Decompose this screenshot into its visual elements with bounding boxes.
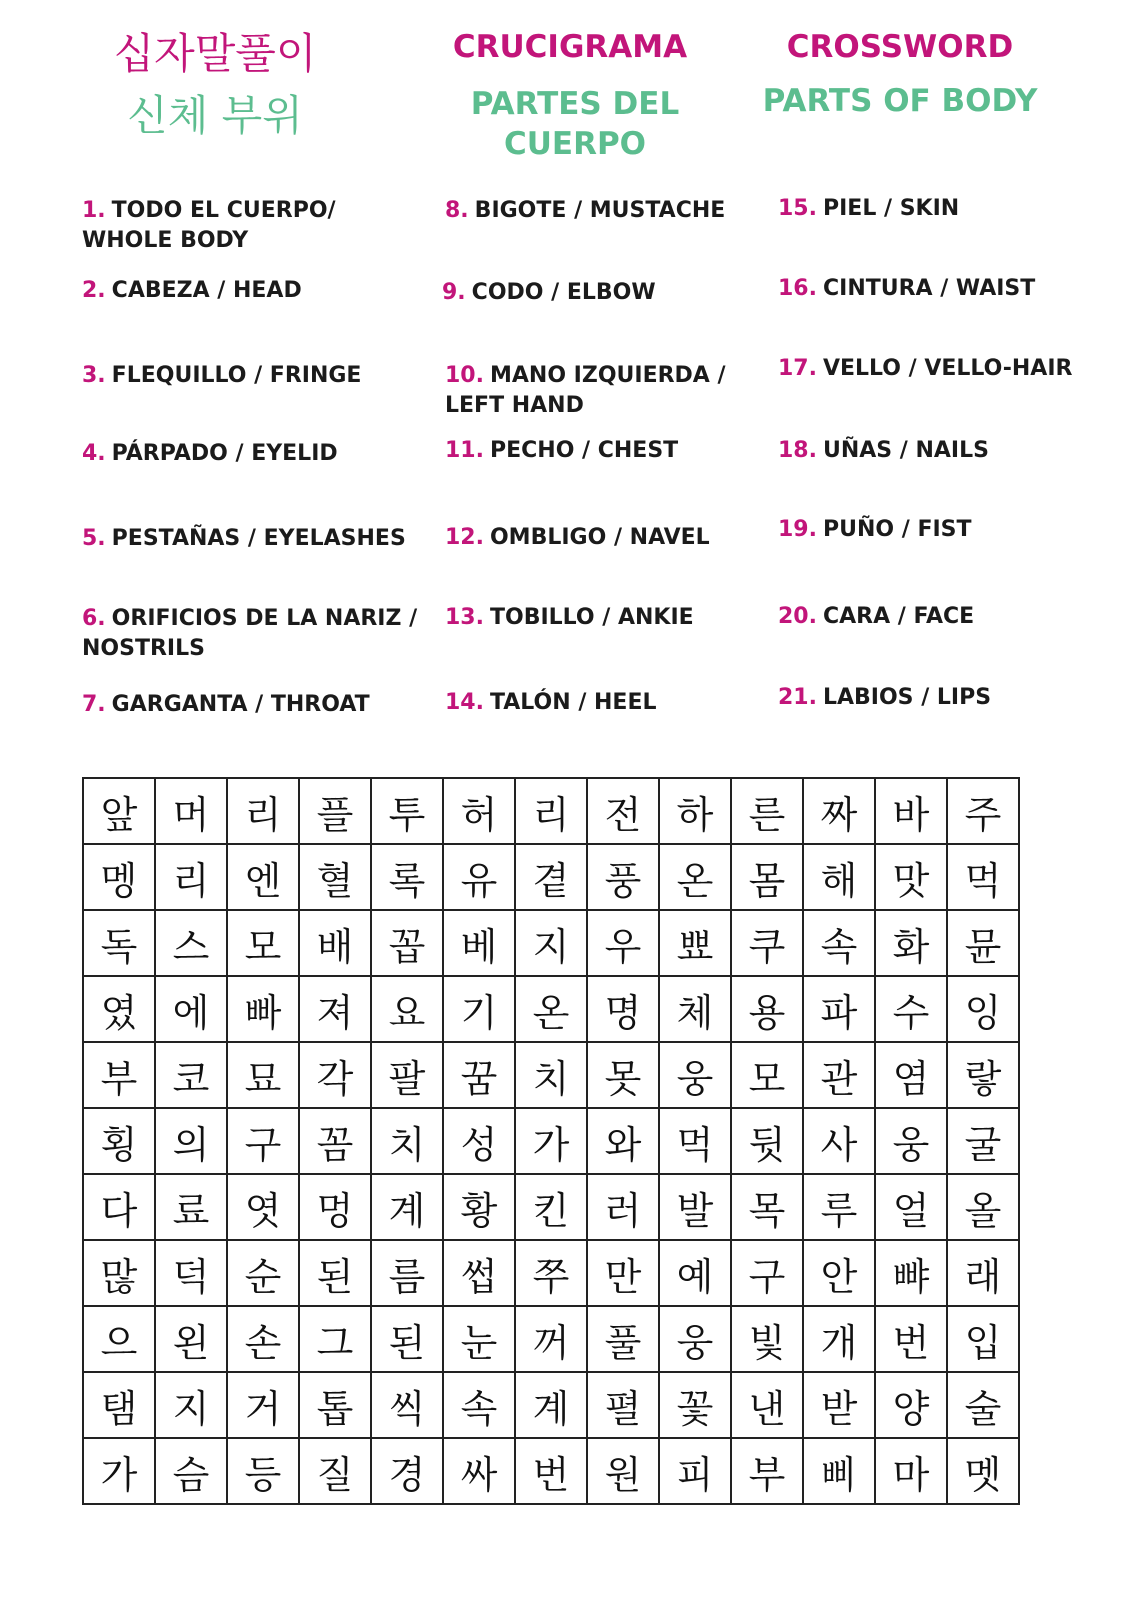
grid-cell[interactable]: 빛 <box>731 1306 803 1372</box>
spanish-subtitle-line2: CUERPO <box>503 126 647 162</box>
clue-number: 16. <box>778 276 817 301</box>
grid-cell[interactable]: 배 <box>299 910 371 976</box>
grid-cell[interactable]: 록 <box>371 844 443 910</box>
grid-cell[interactable]: 개 <box>803 1306 875 1372</box>
grid-cell[interactable]: 부 <box>83 1042 155 1108</box>
grid-cell[interactable]: 모 <box>731 1042 803 1108</box>
grid-cell[interactable]: 못 <box>587 1042 659 1108</box>
clue-15 <box>778 194 959 224</box>
grid-cell[interactable]: 번 <box>875 1306 947 1372</box>
grid-cell[interactable]: 치 <box>371 1108 443 1174</box>
grid-cell[interactable]: 예 <box>659 1240 731 1306</box>
grid-cell[interactable]: 씩 <box>371 1372 443 1438</box>
clue-number: 3. <box>82 363 106 388</box>
grid-cell[interactable]: 염 <box>875 1042 947 1108</box>
grid-cell[interactable]: 유 <box>443 844 515 910</box>
grid-cell[interactable]: 질 <box>299 1438 371 1504</box>
grid-cell[interactable]: 지 <box>155 1372 227 1438</box>
clue-4 <box>82 439 338 469</box>
grid-cell[interactable]: 구 <box>227 1108 299 1174</box>
clue-3 <box>82 361 361 391</box>
grid-row <box>83 910 1019 976</box>
grid-cell[interactable]: 얼 <box>875 1174 947 1240</box>
clue-16 <box>778 274 1035 304</box>
clue-19 <box>778 515 972 545</box>
grid-cell[interactable]: 그 <box>299 1306 371 1372</box>
grid-cell[interactable]: 료 <box>155 1174 227 1240</box>
grid-cell[interactable]: 름 <box>371 1240 443 1306</box>
grid-row <box>83 1240 1019 1306</box>
clue-text: PUÑO / FIST <box>822 517 972 542</box>
grid-cell[interactable]: 전 <box>587 778 659 844</box>
grid-cell[interactable]: 가 <box>83 1438 155 1504</box>
grid-cell[interactable]: 등 <box>227 1438 299 1504</box>
grid-cell[interactable]: 거 <box>227 1372 299 1438</box>
grid-cell[interactable]: 왼 <box>155 1306 227 1372</box>
grid-cell[interactable]: 루 <box>803 1174 875 1240</box>
grid-cell[interactable]: 톱 <box>299 1372 371 1438</box>
korean-subtitle: 신체 부위 <box>127 91 303 140</box>
clue-text-line2: LEFT HAND <box>445 393 584 418</box>
grid-row <box>83 1042 1019 1108</box>
clue-number: 6. <box>82 606 106 631</box>
grid-cell[interactable]: 횡 <box>83 1108 155 1174</box>
clue-number: 13. <box>445 605 484 630</box>
grid-cell[interactable]: 킨 <box>515 1174 587 1240</box>
grid-cell[interactable]: 구 <box>731 1240 803 1306</box>
word-search-grid <box>82 777 1020 1505</box>
grid-cell[interactable]: 양 <box>875 1372 947 1438</box>
grid-cell[interactable]: 꿈 <box>443 1042 515 1108</box>
grid-cell[interactable]: 뺘 <box>875 1240 947 1306</box>
grid-cell[interactable]: 부 <box>731 1438 803 1504</box>
grid-cell[interactable]: 투 <box>371 778 443 844</box>
clue-text: OMBLIGO / NAVEL <box>489 525 710 550</box>
grid-cell[interactable]: 계 <box>371 1174 443 1240</box>
clue-text: UÑAS / NAILS <box>822 438 989 463</box>
grid-cell[interactable]: 요 <box>371 976 443 1042</box>
grid-cell[interactable]: 빠 <box>227 976 299 1042</box>
grid-cell[interactable]: 속 <box>803 910 875 976</box>
clue-17 <box>778 354 1072 384</box>
grid-row <box>83 1438 1019 1504</box>
grid-cell[interactable]: 묘 <box>227 1042 299 1108</box>
grid-cell[interactable]: 멍 <box>299 1174 371 1240</box>
korean-title: 십자말풀이 <box>113 29 317 78</box>
grid-cell[interactable]: 랗 <box>947 1042 1019 1108</box>
grid-cell[interactable]: 된 <box>299 1240 371 1306</box>
grid-cell[interactable]: 모 <box>227 910 299 976</box>
clue-text: ORIFICIOS DE LA NARIZ / <box>111 606 418 631</box>
grid-cell[interactable]: 으 <box>83 1306 155 1372</box>
grid-cell[interactable]: 에 <box>155 976 227 1042</box>
grid-cell[interactable]: 가 <box>515 1108 587 1174</box>
grid-cell[interactable]: 플 <box>299 778 371 844</box>
grid-row <box>83 1108 1019 1174</box>
grid-cell[interactable]: 풍 <box>587 844 659 910</box>
grid-cell[interactable]: 뮨 <box>947 910 1019 976</box>
grid-cell[interactable]: 펼 <box>587 1372 659 1438</box>
clue-text-line2: NOSTRILS <box>82 636 205 661</box>
grid-cell[interactable]: 리 <box>155 844 227 910</box>
grid-row <box>83 976 1019 1042</box>
grid-row <box>83 1174 1019 1240</box>
clue-number: 11. <box>445 438 484 463</box>
clue-number: 2. <box>82 278 106 303</box>
grid-cell[interactable]: 맛 <box>875 844 947 910</box>
grid-cell[interactable]: 꼼 <box>299 1108 371 1174</box>
clue-number: 9. <box>442 280 466 305</box>
grid-cell[interactable]: 마 <box>875 1438 947 1504</box>
grid-cell[interactable]: 해 <box>803 844 875 910</box>
grid-cell[interactable]: 다 <box>83 1174 155 1240</box>
clue-number: 10. <box>445 363 484 388</box>
grid-cell[interactable]: 목 <box>731 1174 803 1240</box>
grid-cell[interactable]: 계 <box>515 1372 587 1438</box>
clue-text: FLEQUILLO / FRINGE <box>111 363 362 388</box>
grid-cell[interactable]: 수 <box>875 976 947 1042</box>
grid-cell[interactable]: 웅 <box>659 1042 731 1108</box>
grid-cell[interactable]: 싸 <box>443 1438 515 1504</box>
grid-cell[interactable]: 받 <box>803 1372 875 1438</box>
grid-cell[interactable]: 올 <box>947 1174 1019 1240</box>
grid-cell[interactable]: 웅 <box>875 1108 947 1174</box>
grid-cell[interactable]: 순 <box>227 1240 299 1306</box>
grid-cell[interactable]: 썹 <box>443 1240 515 1306</box>
grid-cell[interactable]: 져 <box>299 976 371 1042</box>
grid-cell[interactable]: 독 <box>83 910 155 976</box>
grid-cell[interactable]: 번 <box>515 1438 587 1504</box>
grid-cell[interactable]: 였 <box>83 976 155 1042</box>
grid-cell[interactable]: 먹 <box>947 844 1019 910</box>
clue-21 <box>778 683 991 713</box>
grid-cell[interactable]: 멩 <box>83 844 155 910</box>
clue-text: TALÓN / HEEL <box>489 690 657 715</box>
grid-cell[interactable]: 풀 <box>587 1306 659 1372</box>
grid-cell[interactable]: 주 <box>947 778 1019 844</box>
grid-cell[interactable]: 하 <box>659 778 731 844</box>
grid-cell[interactable]: 쭈 <box>515 1240 587 1306</box>
clue-number: 17. <box>778 356 817 381</box>
grid-cell[interactable]: 온 <box>515 976 587 1042</box>
grid-cell[interactable]: 엔 <box>227 844 299 910</box>
grid-cell[interactable]: 머 <box>155 778 227 844</box>
grid-cell[interactable]: 눈 <box>443 1306 515 1372</box>
grid-cell[interactable]: 뒷 <box>731 1108 803 1174</box>
grid-cell[interactable]: 잉 <box>947 976 1019 1042</box>
clue-number: 7. <box>82 692 106 717</box>
grid-cell[interactable]: 뾰 <box>659 910 731 976</box>
grid-cell[interactable]: 우 <box>587 910 659 976</box>
clue-number: 14. <box>445 690 484 715</box>
grid-cell[interactable]: 낸 <box>731 1372 803 1438</box>
grid-cell[interactable]: 된 <box>371 1306 443 1372</box>
spanish-subtitle <box>420 84 730 164</box>
clue-text: TODO EL CUERPO/ <box>111 198 336 223</box>
grid-cell[interactable]: 지 <box>515 910 587 976</box>
grid-cell[interactable]: 치 <box>515 1042 587 1108</box>
clue-text: PESTAÑAS / EYELASHES <box>111 526 406 551</box>
grid-cell[interactable]: 화 <box>875 910 947 976</box>
grid-cell[interactable]: 명 <box>587 976 659 1042</box>
grid-cell[interactable]: 엿 <box>227 1174 299 1240</box>
clue-8 <box>445 196 725 226</box>
clue-number: 8. <box>445 198 469 223</box>
clue-text: MANO IZQUIERDA / <box>489 363 726 388</box>
grid-cell[interactable]: 꺼 <box>515 1306 587 1372</box>
grid-cell[interactable]: 앞 <box>83 778 155 844</box>
grid-cell[interactable]: 의 <box>155 1108 227 1174</box>
clue-1 <box>82 196 336 256</box>
english-subtitle: PARTS OF BODY <box>762 83 1038 119</box>
grid-cell[interactable]: 곁 <box>515 844 587 910</box>
grid-cell[interactable]: 팔 <box>371 1042 443 1108</box>
clue-text: PECHO / CHEST <box>489 438 679 463</box>
grid-cell[interactable]: 삐 <box>803 1438 875 1504</box>
clue-number: 12. <box>445 525 484 550</box>
grid-cell[interactable]: 몸 <box>731 844 803 910</box>
clue-text: TOBILLO / ANKIE <box>489 605 694 630</box>
grid-cell[interactable]: 사 <box>803 1108 875 1174</box>
grid-cell[interactable]: 성 <box>443 1108 515 1174</box>
clue-12 <box>445 523 710 553</box>
grid-cell[interactable]: 베 <box>443 910 515 976</box>
grid-row <box>83 1306 1019 1372</box>
clue-text: BIGOTE / MUSTACHE <box>474 198 726 223</box>
grid-cell[interactable]: 파 <box>803 976 875 1042</box>
grid-cell[interactable]: 경 <box>371 1438 443 1504</box>
clue-6 <box>82 604 417 664</box>
grid-cell[interactable]: 각 <box>299 1042 371 1108</box>
grid-cell[interactable]: 꼽 <box>371 910 443 976</box>
grid-cell[interactable]: 기 <box>443 976 515 1042</box>
grid-cell[interactable]: 스 <box>155 910 227 976</box>
english-title: CROSSWORD <box>786 29 1014 65</box>
grid-cell[interactable]: 리 <box>515 778 587 844</box>
grid-cell[interactable]: 입 <box>947 1306 1019 1372</box>
grid-cell[interactable]: 많 <box>83 1240 155 1306</box>
clue-18 <box>778 436 989 466</box>
clue-text: VELLO / VELLO-HAIR <box>822 356 1073 381</box>
clue-text: GARGANTA / THROAT <box>111 692 370 717</box>
grid-cell[interactable]: 코 <box>155 1042 227 1108</box>
grid-cell[interactable]: 먹 <box>659 1108 731 1174</box>
grid-cell[interactable]: 탬 <box>83 1372 155 1438</box>
grid-cell[interactable]: 황 <box>443 1174 515 1240</box>
clue-14 <box>445 688 657 718</box>
clue-number: 21. <box>778 685 817 710</box>
grid-cell[interactable]: 관 <box>803 1042 875 1108</box>
clue-number: 15. <box>778 196 817 221</box>
grid-cell[interactable]: 피 <box>659 1438 731 1504</box>
clue-text: CINTURA / WAIST <box>822 276 1036 301</box>
clue-text: LABIOS / LIPS <box>822 685 992 710</box>
clue-number: 1. <box>82 198 106 223</box>
clue-number: 4. <box>82 441 106 466</box>
grid-cell[interactable]: 속 <box>443 1372 515 1438</box>
grid-cell[interactable]: 멧 <box>947 1438 1019 1504</box>
clue-2 <box>82 276 302 306</box>
clue-text: PÁRPADO / EYELID <box>111 441 338 466</box>
grid-cell[interactable]: 래 <box>947 1240 1019 1306</box>
grid-cell[interactable]: 온 <box>659 844 731 910</box>
grid-cell[interactable]: 른 <box>731 778 803 844</box>
grid-cell[interactable]: 안 <box>803 1240 875 1306</box>
grid-cell[interactable]: 발 <box>659 1174 731 1240</box>
clue-text: PIEL / SKIN <box>822 196 960 221</box>
spanish-title: CRUCIGRAMA <box>452 29 688 65</box>
clue-text: CODO / ELBOW <box>471 280 656 305</box>
grid-cell[interactable]: 러 <box>587 1174 659 1240</box>
grid-cell[interactable]: 슴 <box>155 1438 227 1504</box>
clue-9 <box>442 278 656 308</box>
grid-cell[interactable]: 만 <box>587 1240 659 1306</box>
clue-5 <box>82 524 406 554</box>
grid-cell[interactable]: 짜 <box>803 778 875 844</box>
grid-cell[interactable]: 술 <box>947 1372 1019 1438</box>
clue-7 <box>82 690 370 720</box>
grid-cell[interactable]: 와 <box>587 1108 659 1174</box>
spanish-subtitle-line1: PARTES DEL <box>470 86 680 122</box>
clue-number: 18. <box>778 438 817 463</box>
grid-cell[interactable]: 손 <box>227 1306 299 1372</box>
clue-text: CABEZA / HEAD <box>111 278 302 303</box>
grid-cell[interactable]: 웅 <box>659 1306 731 1372</box>
grid-cell[interactable]: 용 <box>731 976 803 1042</box>
grid-cell[interactable]: 리 <box>227 778 299 844</box>
clue-text-line2: WHOLE BODY <box>82 228 249 253</box>
grid-row <box>83 844 1019 910</box>
clue-number: 19. <box>778 517 817 542</box>
clue-11 <box>445 436 678 466</box>
grid-row <box>83 1372 1019 1438</box>
clue-text: CARA / FACE <box>822 604 975 629</box>
grid-row <box>83 778 1019 844</box>
clue-number: 20. <box>778 604 817 629</box>
grid-cell[interactable]: 굴 <box>947 1108 1019 1174</box>
grid-cell[interactable]: 혈 <box>299 844 371 910</box>
grid-cell[interactable]: 체 <box>659 976 731 1042</box>
clue-13 <box>445 603 694 633</box>
grid-cell[interactable]: 허 <box>443 778 515 844</box>
grid-cell[interactable]: 덕 <box>155 1240 227 1306</box>
grid-cell[interactable]: 쿠 <box>731 910 803 976</box>
clue-number: 5. <box>82 526 106 551</box>
grid-cell[interactable]: 원 <box>587 1438 659 1504</box>
clue-10 <box>445 361 726 421</box>
clue-20 <box>778 602 974 632</box>
grid-cell[interactable]: 바 <box>875 778 947 844</box>
grid-cell[interactable]: 꽃 <box>659 1372 731 1438</box>
